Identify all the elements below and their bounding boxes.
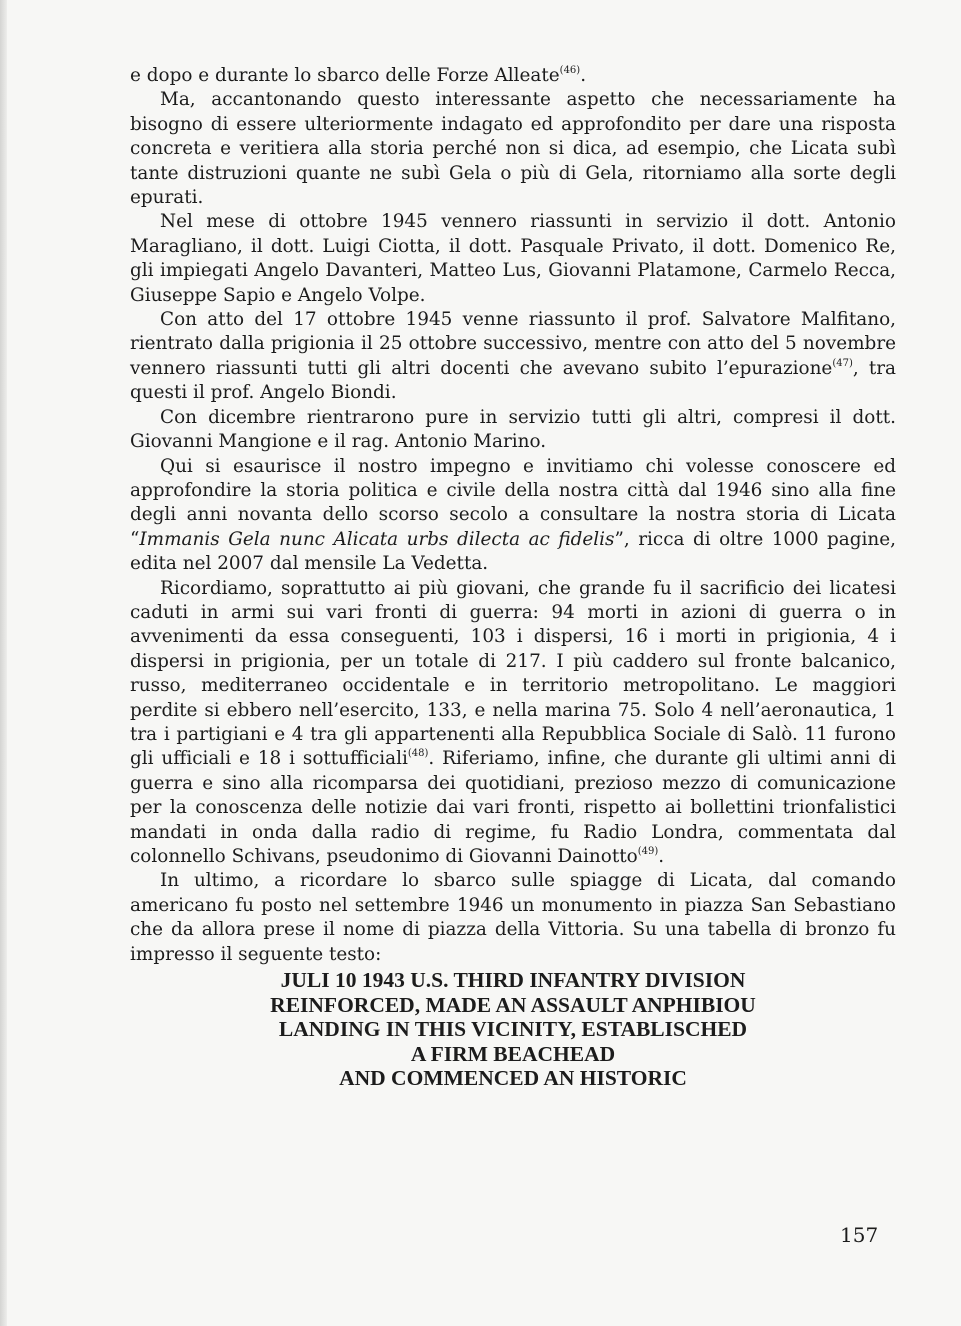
paragraph-3: Nel mese di ottobre 1945 vennero riassunti in servizio il dott. Antonio Maragliano, il dott. Luigi Ciotta, il dott. Pasquale Privato, il dott. Domenico Re, gli impiegati Angelo Davanteri, Matteo Lus, Giovanni Platamone, Carmelo Recca, Giuseppe Sapio e Angelo Volpe. bbox=[130, 211, 896, 306]
plaque-line: A FIRM BEACHEAD bbox=[410, 1041, 616, 1066]
footnote-ref-47[interactable]: (47) bbox=[832, 357, 853, 369]
paragraph-5: Con dicembre rientrarono pure in servizio tutti gli altri, compresi il dott. Giovanni Mangione e il rag. Antonio Marino. bbox=[130, 406, 896, 453]
page-number: 157 bbox=[840, 1223, 879, 1247]
footnote-ref-46[interactable]: (46) bbox=[559, 65, 581, 76]
plaque-line: AND COMMENCED AN HISTORIC bbox=[339, 1066, 687, 1091]
binding-edge bbox=[0, 0, 7, 1326]
paragraph-1: e dopo e durante lo sbarco delle Forze Alleate$^{(46)}$. bbox=[130, 65, 587, 86]
plaque-line: REINFORCED, MADE AN ASSAULT ANPHIBIOU bbox=[270, 992, 756, 1017]
paragraph-4: Con atto del 17 ottobre 1945 venne riassunto il prof. Salvatore Malfitano, rientrato dalla prigionia il 25 ottobre successivo, mentre con atto del 5 novembre vennero riassunti tutti gli altri docenti che avevano subito l’epurazione$^{(47)}$, tra questi il prof. Angelo Biondi. bbox=[130, 309, 897, 404]
plaque-inscription bbox=[130, 968, 896, 1091]
paragraph-7: Ricordiamo, soprattutto ai più giovani, che grande fu il sacrificio dei licatesi caduti in armi sui vari fronti di guerra: 94 morti in azioni di guerra o in avvenimenti da essa conseguenti, 103 i dispersi, 16 i morti in prigionia, 4 i dispersi in prigionia, per un totale di 217. I più caddero sul fronte balcanico, russo, mediterraneo occidentale e in territorio metropolitano. Le maggiori perdite si ebbero nell’esercito, 133, e nella marina 75. Solo 4 nell’aeronautica, 1 tra i partigiani e 4 tra gli appartenenti alla Repubblica Sociale di Salò. 11 furono gli ufficiali e 18 i sottufficiali$^{(48)}$. Riferiamo, infine, che durante gli ultimi anni di guerra e sino alla ricomparsa dei quotidiani, prezioso mezzo di comunicazione per la conoscenza delle notizie dai vari fronti, rispetto ai bollettini trionfalistici mandati in onda dalla radio di regime, fu Radio Londra, commentata dal colonnello Schivans, pseudonimo di Giovanni Dainotto$^{(49)}$. bbox=[130, 577, 896, 867]
footnote-ref-48[interactable]: (48) bbox=[407, 748, 429, 760]
page-body bbox=[130, 64, 896, 1091]
plaque-line: JULI 10 1943 U.S. THIRD INFANTRY DIVISION bbox=[280, 968, 746, 993]
footnote-ref-49[interactable]: (49) bbox=[637, 846, 659, 857]
book-title: Immanis Gela nunc Alicata urbs dilecta ac fidelis bbox=[139, 528, 615, 550]
plaque-line: LANDING IN THIS VICINITY, ESTABLISCHED bbox=[278, 1017, 748, 1042]
paragraph-2: Ma, accantonando questo interessante aspetto che necessariamente ha bisogno di essere ulteriormente indagato ed approfondito per dare una risposta concreta e veritiera alla storia perché non si dica, ad esempio, che Licata subì tante distruzioni quante ne subì Gela o più di Gela, ritorniamo alla sorte degli epurati. bbox=[130, 89, 896, 209]
paragraph-8: In ultimo, a ricordare lo sbarco sulle spiagge di Licata, dal comando americano fu posto nel settembre 1946 un monumento in piazza San Sebastiano che da allora prese il nome di piazza della Vittoria. Su una tabella di bronzo fu impresso il seguente testo: bbox=[130, 870, 896, 965]
paragraph-6: Qui si esaurisce il nostro impegno e invitiamo chi volesse conoscere ed approfondire la storia politica e civile della nostra città dal 1946 sino alla fine degli anni novanta dello scorso secolo a consultare la nostra storia di Licata “Immanis Gela nunc Alicata urbs dilecta ac fidelis”, ricca di oltre 1000 pagine, edita nel 2007 dal mensile La Vedetta. bbox=[130, 455, 896, 575]
